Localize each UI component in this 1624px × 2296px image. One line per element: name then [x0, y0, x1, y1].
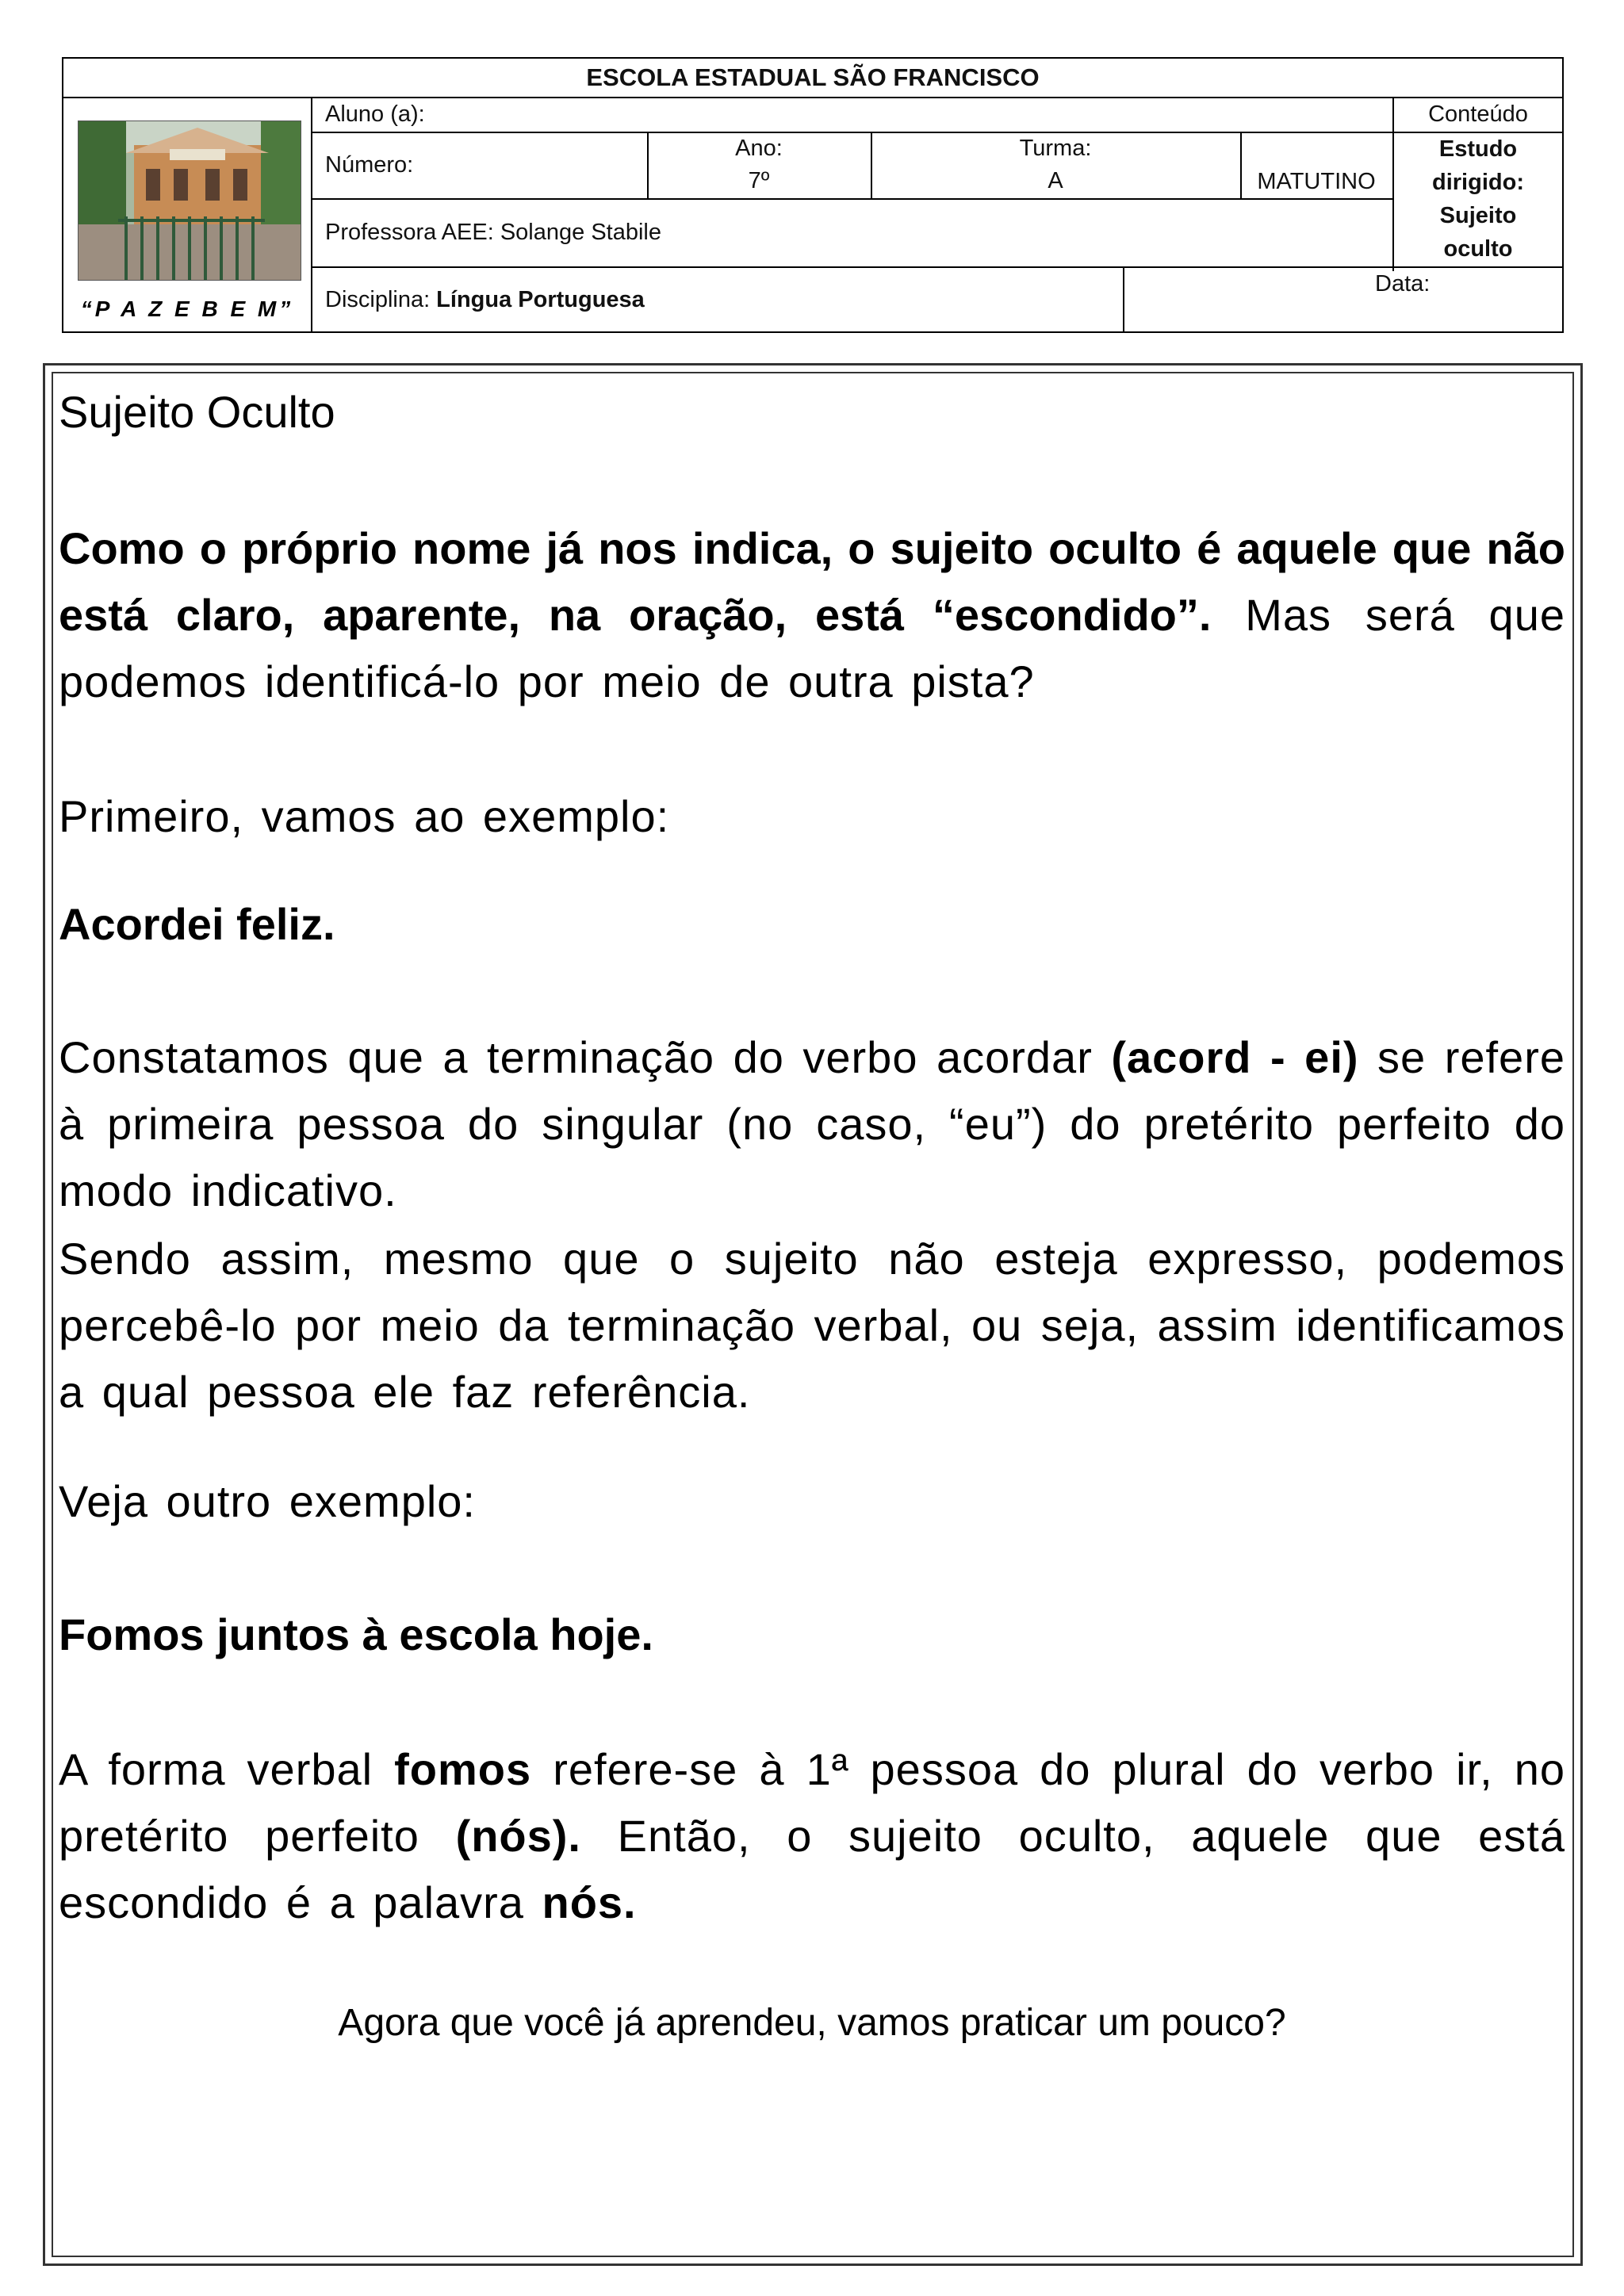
paragraph-1 — [59, 515, 1565, 715]
disciplina-value: Língua Portuguesa — [436, 286, 645, 312]
ano-cell — [647, 132, 871, 198]
disciplina-label: Disciplina: — [325, 286, 431, 312]
ano-value: 7º — [748, 168, 770, 193]
turma-value: A — [1048, 168, 1063, 193]
school-motto: “P A Z E B E M” — [80, 297, 294, 321]
paragraph-6-a: A forma verbal — [59, 1744, 395, 1794]
paragraph-6-d: Então, o sujeito oculto, aquele que está escondido é a palavra — [59, 1811, 1565, 1927]
paragraph-5: Veja outro exemplo: — [59, 1476, 476, 1526]
disciplina-field — [311, 266, 1123, 333]
conteudo-label: Conteúdo — [1428, 101, 1528, 127]
paragraph-1-rest: Mas será que podemos identificá-lo por meio de outra pista? — [59, 590, 1565, 706]
paragraph-6 — [59, 1736, 1565, 1936]
paragraph-6-bold-fomos: fomos — [394, 1744, 532, 1794]
conteudo-line: dirigido: — [1432, 169, 1524, 195]
conteudo-line: oculto — [1443, 236, 1513, 262]
conteudo-line: Estudo — [1438, 136, 1518, 162]
section-title: Sujeito Oculto — [59, 387, 335, 437]
turma-cell — [871, 132, 1240, 198]
school-building-image — [79, 121, 301, 280]
numero-field[interactable]: Número: — [325, 151, 414, 178]
paragraph-2: Primeiro, vamos ao exemplo: — [59, 791, 670, 841]
ano-label: Ano: — [735, 136, 783, 162]
aluno-field[interactable]: Aluno (a): — [325, 101, 425, 127]
example-2: Fomos juntos à escola hoje. — [59, 1609, 653, 1659]
closing-question: Agora que você já aprendeu, vamos praticar um pouco? — [338, 2002, 1286, 2044]
paragraph-3-a: Constatamos que a terminação do verbo acordar — [59, 1032, 1112, 1082]
conteudo-value — [1392, 132, 1564, 266]
paragraph-3-bold: (acord - ei) — [1111, 1032, 1359, 1082]
header-table — [62, 57, 1564, 333]
paragraph-6-bold-nos: (nós). — [455, 1811, 581, 1861]
paragraph-3-b: se refere à primeira pessoa do singular (no caso, “eu”) do pretérito perfeito do modo indicativo. — [59, 1032, 1565, 1215]
school-name: ESCOLA ESTADUAL SÃO FRANCISCO — [586, 63, 1040, 91]
professora-field: Professora AEE: Solange Stabile — [325, 219, 661, 245]
data-field[interactable]: Data: — [1375, 271, 1431, 297]
example-1: Acordei feliz. — [59, 899, 335, 949]
paragraph-6-c: refere-se à 1ª pessoa do plural do verbo ir, no pretérito perfeito — [59, 1744, 1566, 1861]
paragraph-4: Sendo assim, mesmo que o sujeito não esteja expresso, podemos percebê-lo por meio da terminação verbal, ou seja, assim identificamos a qual pessoa ele faz referência. — [59, 1234, 1565, 1417]
turma-label: Turma: — [1019, 136, 1092, 162]
conteudo-line: Sujeito — [1439, 203, 1517, 228]
turno-value: MATUTINO — [1257, 169, 1376, 194]
school-photo — [78, 121, 301, 281]
paragraph-3 — [59, 1024, 1565, 1224]
paragraph-1-bold: Como o próprio nome já nos indica, o sujeito oculto é aquele que não está claro, aparente, na oração, está “escondido”. — [59, 523, 1565, 640]
paragraph-6-bold-nos-final: nós. — [542, 1877, 637, 1927]
